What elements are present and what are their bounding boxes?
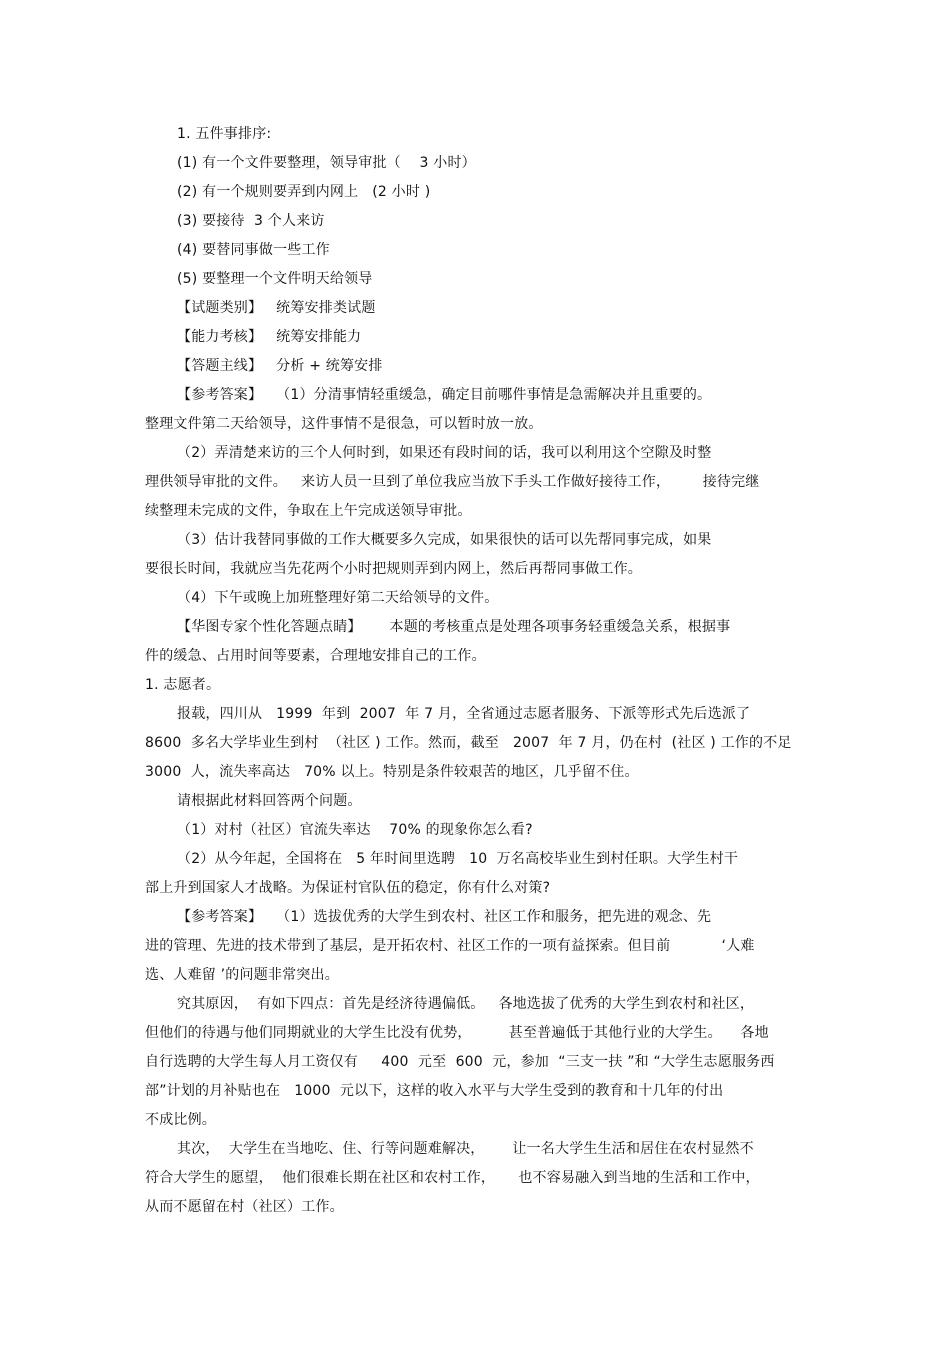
reference-answer: 【参考答案】 （1）分清事情轻重缓急，确定目前哪件事情是急需解决并且重要的。 — [177, 387, 712, 403]
list-item: (1) 有一个文件要整理，领导审批（ 3 小时） — [177, 155, 476, 171]
paragraph-line: 选、人难留 ’的问题非常突出。 — [145, 967, 339, 983]
list-item: (4) 要替同事做一些工作 — [177, 242, 330, 258]
expert-comment: 【华图专家个性化答题点睛】 本题的考核重点是处理各项事务轻重缓急关系，根据事 — [177, 619, 731, 635]
paragraph-line: 究其原因， 有如下四点：首先是经济待遇偏低。 各地选拔了优秀的大学生到农村和社区， — [177, 996, 755, 1012]
answer-thread: 【答题主线】 分析 + 统筹安排 — [177, 358, 383, 374]
paragraph-line: 3000 人，流失率高达 70% 以上。特别是条件较艰苦的地区，几乎留不住。 — [145, 764, 639, 780]
paragraph-line: 不成比例。 — [145, 1112, 216, 1128]
paragraph-line: 自行选聘的大学生每人月工资仅有 400 元至 600 元，参加 “三支一扶 ”和 “大学生志愿服务西 — [145, 1054, 775, 1070]
paragraph-line: （4）下午或晚上加班整理好第二天给领导的文件。 — [177, 590, 499, 606]
list-item: (5) 要整理一个文件明天给领导 — [177, 271, 373, 287]
question-item: （2）从今年起，全国将在 5 年时间里选聘 10 万名高校毕业生到村任职。大学生村干 — [177, 851, 739, 867]
paragraph-line: 理供领导审批的文件。 来访人员一旦到了单位我应当放下手头工作做好接待工作， 接待完继 — [145, 474, 760, 490]
paragraph-line: 进的管理、先进的技术带到了基层，是开拓农村、社区工作的一项有益探索。但目前 ‘人难 — [145, 938, 755, 954]
list-item: (2) 有一个规则要弄到内网上 (2 小时 ) — [177, 184, 431, 200]
reference-answer: 【参考答案】 （1）选拔优秀的大学生到农村、社区工作和服务，把先进的观念、先 — [177, 909, 712, 925]
ability-assessment: 【能力考核】 统筹安排能力 — [177, 329, 362, 345]
paragraph-line: 续整理未完成的文件，争取在上午完成送领导审批。 — [145, 503, 472, 519]
paragraph-line: 但他们的待遇与他们同期就业的大学生比没有优势， 甚至普遍低于其他行业的大学生。 各地 — [145, 1025, 769, 1041]
paragraph-line: 从而不愿留在村（社区）工作。 — [145, 1199, 344, 1215]
paragraph-line: 部”计划的月补贴也在 1000 元以下，这样的收入水平与大学生受到的教育和十几年的付出 — [145, 1083, 724, 1099]
paragraph-line: 部上升到国家人才战略。为保证村官队伍的稳定，你有什么对策? — [145, 880, 551, 896]
paragraph-line: 符合大学生的愿望， 他们很难长期在社区和农村工作， 也不容易融入到当地的生活和工作中， — [145, 1170, 760, 1186]
paragraph-line: 报载，四川从 1999 年到 2007 年 7 月，全省通过志愿者服务、下派等形式先后选派了 — [177, 706, 751, 722]
question-category: 【试题类别】 统筹安排类试题 — [177, 300, 376, 316]
paragraph-line: 整理文件第二天给领导，这件事情不是很急，可以暂时放一放。 — [145, 416, 543, 432]
paragraph-line: 其次， 大学生在当地吃、住、行等问题难解决， 让一名大学生生活和居住在农村显然不 — [177, 1141, 754, 1157]
question-item: （1）对村（社区）官流失率达 70% 的现象你怎么看? — [177, 822, 533, 838]
section-heading: 1. 五件事排序: — [177, 126, 272, 142]
paragraph-line: 8600 多名大学毕业生到村 （社区 ) 工作。然而，截至 2007 年 7 月，仍在村 (社区 ) 工作的不足 — [145, 735, 792, 751]
section-heading: 1. 志愿者。 — [145, 677, 221, 693]
paragraph-line: 件的缓急、占用时间等要素，合理地安排自己的工作。 — [145, 648, 486, 664]
paragraph-line: 要很长时间，我就应当先花两个小时把规则弄到内网上，然后再帮同事做工作。 — [145, 561, 642, 577]
paragraph-line: （3）估计我替同事做的工作大概要多久完成，如果很快的话可以先帮同事完成，如果 — [177, 532, 712, 548]
paragraph-line: （2）弄清楚来访的三个人何时到，如果还有段时间的话，我可以利用这个空隙及时整 — [177, 445, 712, 461]
list-item: (3) 要接待 3 个人来访 — [177, 213, 325, 229]
paragraph-line: 请根据此材料回答两个问题。 — [177, 793, 362, 809]
